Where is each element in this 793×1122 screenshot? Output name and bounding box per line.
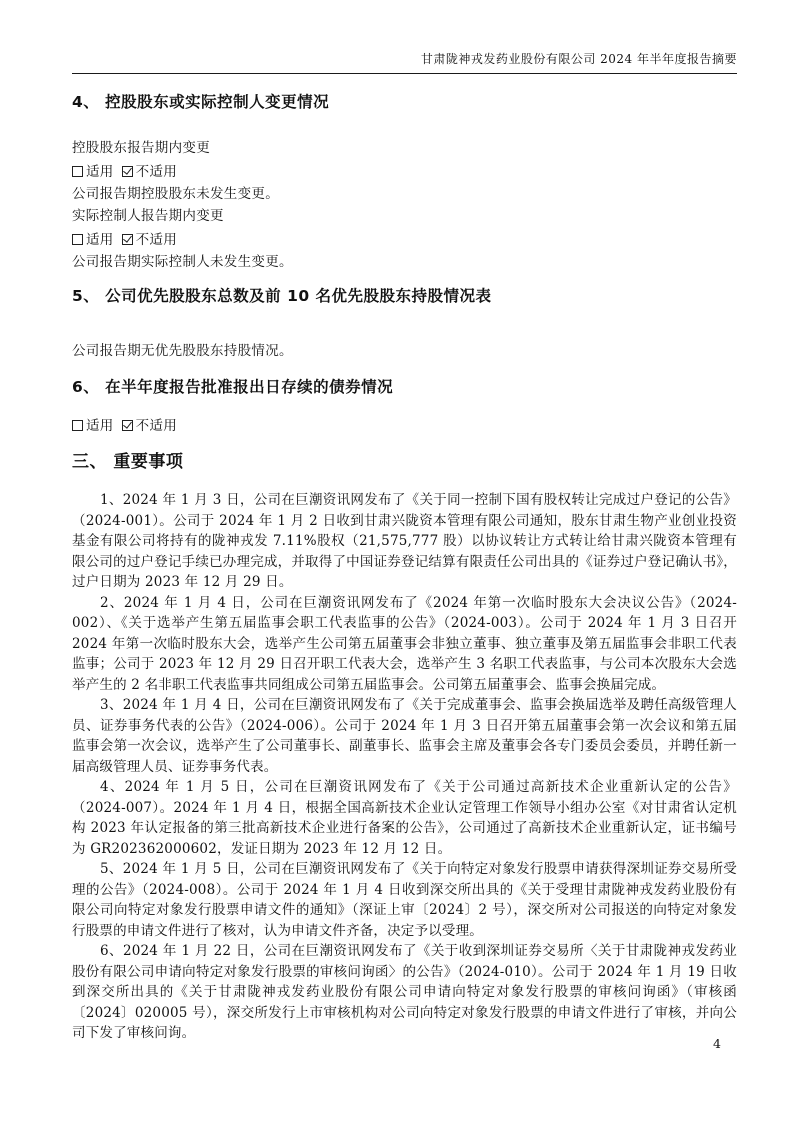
section-5-heading: 5、 公司优先股股东总数及前 10 名优先股股东持股情况表 — [72, 287, 492, 305]
major-event-paragraph-2: 2、2024 年 1 月 4 日，公司在巨潮资讯网发布了《2024 年第一次临时股东大会决议公告》（2024-002）、《关于选举产生第五届监事会职工代表监事的公告》（2024-003）。公司于 2024 年 1 月 3 日召开 2024 年第一次临时股东大会，选举产生公司第五届董事会非独立董事、独立董事及第五届监事会非职工代表监事；公司于 2023 年 12 月 29 日召开职工代表大会，选举产生 3 名职工代表监事，与公司本次股东大会选举产生的 2 名非职工代表监事共同组成公司第五届监事会。公司第五届董事会、监事会换届完成。 — [72, 594, 737, 693]
applicable-checkbox-unchecked-icon — [72, 234, 83, 245]
not-applicable-checkbox-checked-icon — [122, 166, 133, 177]
header-title: 甘肃陇神戎发药业股份有限公司 2024 年半年度报告摘要 — [420, 52, 737, 66]
page-number: 4 — [713, 1036, 721, 1051]
check-mark-icon — [123, 233, 132, 242]
applicable-label: 适用 — [86, 232, 114, 248]
actual-controller-change-label: 实际控制人报告期内变更 — [72, 208, 224, 224]
applicable-label: 适用 — [86, 418, 114, 434]
not-applicable-checkbox-checked-icon — [122, 234, 133, 245]
major-events-heading: 三、 重要事项 — [72, 452, 184, 472]
major-event-paragraph-5: 5、2024 年 1 月 5 日，公司在巨潮资讯网发布了《关于向特定对象发行股票申请获得深圳证券交易所受理的公告》（2024-008）。公司于 2024 年 1 月 4 日收到深交所出具的《关于受理甘肃陇神戎发药业股份有限公司向特定对象发行股票申请文件的通知》（深证上审〔2024〕2 号），深交所对公司报送的向特定对象发行股票的申请文件进行了核对，认为申请文件齐备，决定予以受理。 — [72, 861, 737, 939]
applicable-label: 适用 — [86, 164, 114, 180]
actual-controller-checkbox-row — [72, 229, 737, 251]
page-body — [72, 92, 737, 1044]
applicable-checkbox-unchecked-icon — [72, 420, 83, 431]
actual-controller-statement: 公司报告期实际控制人未发生变更。 — [72, 254, 293, 270]
not-applicable-label: 不适用 — [135, 232, 178, 248]
major-event-paragraph-3: 3、2024 年 1 月 4 日，公司在巨潮资讯网发布了《关于完成董事会、监事会换届选举及聘任高级管理人员、证券事务代表的公告》（2024-006）。公司于 2024 年 1 月 3 日召开第五届董事会第一次会议和第五届监事会第一次会议，选举产生了公司董事长、副董事长、监事会主席及董事会各专门委员会委员，并聘任新一届高级管理人员、证券事务代表。 — [72, 697, 737, 775]
not-applicable-label: 不适用 — [135, 164, 178, 180]
major-event-paragraph-1: 1、2024 年 1 月 3 日，公司在巨潮资讯网发布了《关于同一控制下国有股权转让完成过户登记的公告》（2024-001）。公司于 2024 年 1 月 2 日收到甘肃兴陇资本管理有限公司通知，股东甘肃生物产业创业投资基金有限公司将持有的陇神戎发 7.11%股权（21,575,777 股）以协议转让方式转让给甘肃兴陇资本管理有限公司的过户登记手续已办理完成，并取得了中国证券登记结算有限责任公司出具的《证券过户登记确认书》，过户日期为 2023 年 12 月 29 日。 — [72, 492, 737, 590]
check-mark-icon — [123, 165, 132, 174]
major-event-paragraph-6: 6、2024 年 1 月 22 日，公司在巨潮资讯网发布了《关于收到深圳证券交易所〈关于甘肃陇神戎发药业股份有限公司申请向特定对象发行股票的审核问询函〉的公告》（2024-010）。公司于 2024 年 1 月 19 日收到深交所出具的《关于甘肃陇神戎发药业股份有限公司申请向特定对象发行股票的审核问询函》（审核函〔2024〕020005 号），深交所发行上市审核机构对公司向特定对象发行股票的申请文件进行了审核，并向公司下发了审核问询。 — [72, 943, 737, 1041]
not-applicable-checkbox-checked-icon — [122, 420, 133, 431]
controlling-shareholder-statement: 公司报告期控股股东未发生变更。 — [72, 186, 279, 202]
page-header — [72, 50, 737, 74]
major-event-paragraph-4: 4、2024 年 1 月 5 日，公司在巨潮资讯网发布了《关于公司通过高新技术企业重新认定的公告》（2024-007）。2024 年 1 月 4 日，根据全国高新技术企业认定管理工作领导小组办公室《对甘肃省认定机构 2023 年认定报备的第三批高新技术企业进行备案的公告》，公司通过了高新技术企业重新认定，证书编号为 GR202362000602，发证日期为 2023 年 12 月 12 日。 — [72, 779, 737, 857]
bonds-checkbox-row — [72, 415, 737, 437]
not-applicable-label: 不适用 — [135, 418, 178, 434]
applicable-checkbox-unchecked-icon — [72, 166, 83, 177]
controlling-shareholder-change-label: 控股股东报告期内变更 — [72, 140, 210, 156]
controlling-shareholder-checkbox-row — [72, 161, 737, 183]
section-4-heading: 4、 控股股东或实际控制人变更情况 — [72, 93, 330, 111]
section-6-heading: 6、 在半年度报告批准报出日存续的债券情况 — [72, 378, 394, 396]
preferred-shareholders-statement: 公司报告期无优先股股东持股情况。 — [72, 343, 293, 359]
check-mark-icon — [123, 419, 132, 428]
